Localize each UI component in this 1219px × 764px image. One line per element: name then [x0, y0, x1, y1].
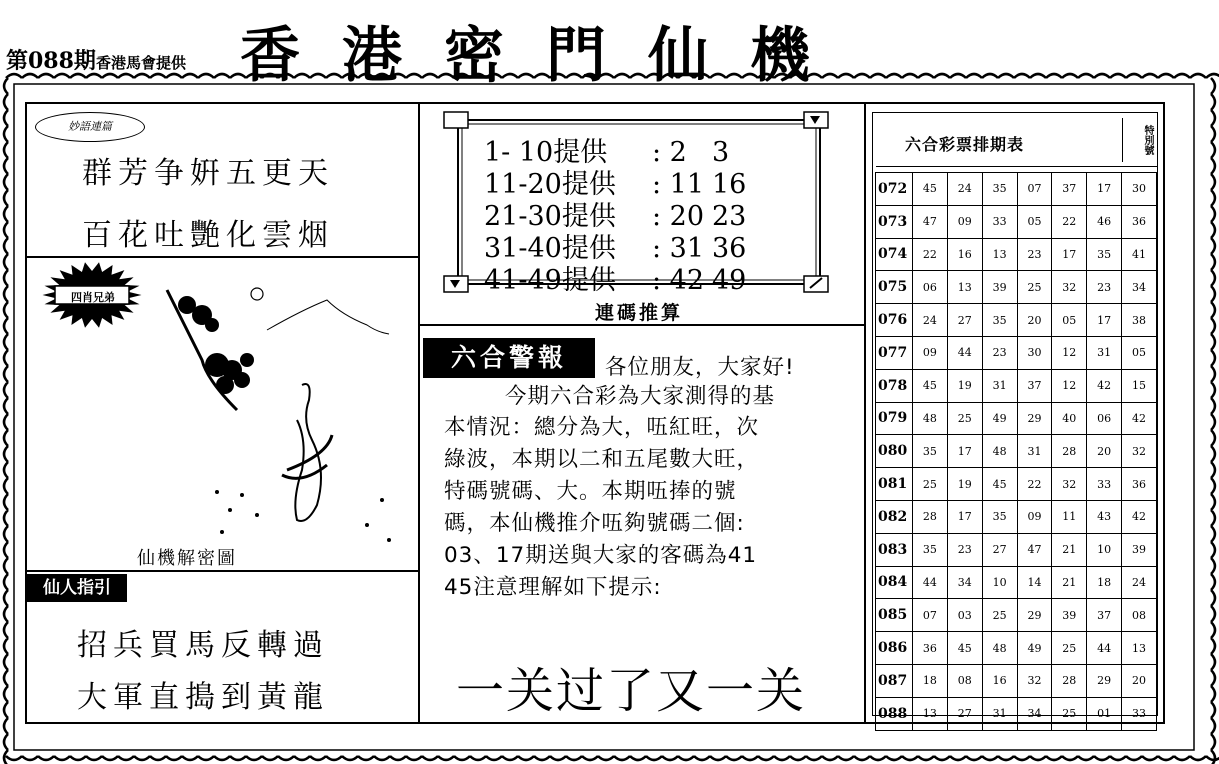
number-cell: 32: [1017, 664, 1052, 697]
image-caption: 仙機解密圖: [137, 548, 237, 569]
table-row: [876, 533, 1157, 566]
number-cell: 48: [913, 402, 948, 435]
left-panel: [25, 102, 420, 724]
number-cell: 17: [947, 435, 982, 468]
warning-line: 今期六合彩為大家測得的基: [505, 384, 776, 409]
number-cell: 36: [1122, 468, 1157, 501]
number-cell: 42: [1122, 500, 1157, 533]
number-value: 23: [712, 201, 747, 232]
number-cell: 36: [913, 632, 948, 665]
issue-cell: 078: [876, 369, 913, 402]
number-value: 36: [712, 233, 747, 264]
issue-cell: 081: [876, 468, 913, 501]
number-cell: 25: [982, 599, 1017, 632]
number-cell: 43: [1087, 500, 1122, 533]
table-row: [876, 500, 1157, 533]
number-cell: 31: [982, 369, 1017, 402]
number-row: [484, 258, 746, 297]
number-cell: 42: [1122, 402, 1157, 435]
number-cell: 35: [982, 500, 1017, 533]
issue-cell: 084: [876, 566, 913, 599]
range-label: 1- 10提供: [484, 137, 608, 168]
range-label: 31-40提供: [484, 233, 616, 264]
number-cell: 25: [913, 468, 948, 501]
issue-cell: 080: [876, 435, 913, 468]
number-group-box: [452, 112, 832, 296]
number-cell: 47: [1017, 533, 1052, 566]
table-row: [876, 435, 1157, 468]
table-row: [876, 336, 1157, 369]
number-cell: 27: [947, 304, 982, 337]
number-cell: 06: [913, 271, 948, 304]
number-cell: 12: [1052, 336, 1087, 369]
number-value: : 31: [652, 233, 705, 264]
warning-line: 03、17期送與大家的客碼為41: [444, 543, 758, 568]
number-cell: 40: [1052, 402, 1087, 435]
guide-label: 仙人指引: [27, 574, 127, 602]
issue-cell: 072: [876, 173, 913, 206]
number-cell: 35: [913, 435, 948, 468]
issue-cell: 075: [876, 271, 913, 304]
number-cell: 18: [1087, 566, 1122, 599]
number-cell: 13: [1122, 632, 1157, 665]
hint-text: 一关过了又一关: [456, 663, 807, 719]
number-cell: 10: [982, 566, 1017, 599]
number-cell: 22: [1052, 205, 1087, 238]
number-cell: 41: [1122, 238, 1157, 271]
number-cell: 20: [1122, 664, 1157, 697]
number-cell: 10: [1087, 533, 1122, 566]
number-cell: 37: [1052, 173, 1087, 206]
number-cell: 28: [913, 500, 948, 533]
number-cell: 23: [1087, 271, 1122, 304]
number-cell: 01: [1087, 697, 1122, 730]
issue-cell: 074: [876, 238, 913, 271]
number-cell: 23: [1017, 238, 1052, 271]
number-cell: 03: [947, 599, 982, 632]
number-cell: 24: [1122, 566, 1157, 599]
number-cell: 24: [947, 173, 982, 206]
number-cell: 21: [1052, 533, 1087, 566]
number-cell: 34: [1122, 271, 1157, 304]
number-cell: 23: [982, 336, 1017, 369]
number-cell: 16: [982, 664, 1017, 697]
number-cell: 49: [982, 402, 1017, 435]
number-cell: 27: [982, 533, 1017, 566]
warning-line: 本情況：總分為大，㕶紅旺，次: [444, 415, 760, 440]
number-cell: 24: [913, 304, 948, 337]
number-cell: 06: [1087, 402, 1122, 435]
number-cell: 17: [1052, 238, 1087, 271]
number-cell: 13: [913, 697, 948, 730]
warning-line: 特碼號碼、大。本期㕶捧的號: [444, 479, 737, 504]
number-cell: 17: [947, 500, 982, 533]
number-cell: 44: [913, 566, 948, 599]
number-cell: 39: [1122, 533, 1157, 566]
table-row: [876, 599, 1157, 632]
number-cell: 07: [1017, 173, 1052, 206]
issue-cell: 082: [876, 500, 913, 533]
number-cell: 35: [982, 304, 1017, 337]
table-row: [876, 304, 1157, 337]
fairy-illustration: [127, 270, 417, 560]
range-label: 11-20提供: [484, 169, 616, 200]
number-cell: 46: [1087, 205, 1122, 238]
number-cell: 33: [1122, 697, 1157, 730]
number-cell: 31: [982, 697, 1017, 730]
number-cell: 44: [947, 336, 982, 369]
warning-line: 各位朋友，大家好!: [605, 355, 795, 380]
number-cell: 38: [1122, 304, 1157, 337]
number-cell: 13: [982, 238, 1017, 271]
number-cell: 11: [1052, 500, 1087, 533]
number-cell: 30: [1122, 173, 1157, 206]
number-cell: 31: [1087, 336, 1122, 369]
number-cell: 07: [913, 599, 948, 632]
provider-label: 香港馬會提供: [95, 54, 186, 72]
number-cell: 25: [1017, 271, 1052, 304]
number-cell: 20: [1087, 435, 1122, 468]
number-cell: 20: [1017, 304, 1052, 337]
number-cell: 12: [1052, 369, 1087, 402]
number-cell: 35: [982, 173, 1017, 206]
number-cell: 18: [913, 664, 948, 697]
table-row: [876, 173, 1157, 206]
number-cell: 44: [1087, 632, 1122, 665]
range-label: 41-49提供: [484, 265, 616, 296]
table-row: [876, 205, 1157, 238]
number-cell: 34: [1017, 697, 1052, 730]
number-cell: 08: [1122, 599, 1157, 632]
number-cell: 36: [1122, 205, 1157, 238]
issue-cell: 073: [876, 205, 913, 238]
warning-line: 綠波，本期以二和五尾數大旺，: [444, 447, 760, 472]
number-cell: 45: [982, 468, 1017, 501]
warning-line: 45注意理解如下提示:: [444, 575, 662, 600]
number-cell: 22: [1017, 468, 1052, 501]
number-cell: 08: [947, 664, 982, 697]
number-cell: 19: [947, 468, 982, 501]
issue-cell: 086: [876, 632, 913, 665]
table-title: 六合彩票排期表: [905, 135, 1025, 154]
warning-line: 碼，本仙機推介㕶夠號碼二個:: [444, 511, 745, 536]
table-row: [876, 632, 1157, 665]
number-cell: 27: [947, 697, 982, 730]
issue-cell: 087: [876, 664, 913, 697]
table-row: [876, 566, 1157, 599]
number-cell: 48: [982, 435, 1017, 468]
number-cell: 32: [1052, 271, 1087, 304]
number-cell: 47: [913, 205, 948, 238]
numbers-caption: 連碼推算: [595, 302, 684, 324]
number-cell: 35: [1087, 238, 1122, 271]
number-cell: 39: [982, 271, 1017, 304]
number-cell: 13: [947, 271, 982, 304]
number-cell: 37: [1087, 599, 1122, 632]
number-cell: 35: [913, 533, 948, 566]
divider: [420, 324, 864, 326]
issue-cell: 083: [876, 533, 913, 566]
table-row: [876, 664, 1157, 697]
warning-label: 六合警報: [423, 338, 595, 378]
number-cell: 29: [1087, 664, 1122, 697]
number-cell: 29: [1017, 402, 1052, 435]
number-cell: 32: [1122, 435, 1157, 468]
number-value: : 11: [652, 169, 705, 200]
number-cell: 45: [913, 369, 948, 402]
number-cell: 19: [947, 369, 982, 402]
issue-label: 第088期: [6, 48, 96, 74]
number-cell: 22: [913, 238, 948, 271]
table-row: [876, 271, 1157, 304]
number-cell: 33: [1087, 468, 1122, 501]
number-cell: 28: [1052, 664, 1087, 697]
range-label: 21-30提供: [484, 201, 616, 232]
number-cell: 39: [1052, 599, 1087, 632]
number-cell: 23: [947, 533, 982, 566]
number-cell: 33: [982, 205, 1017, 238]
badge-label: 四肖兄弟: [71, 291, 115, 304]
table-row: [876, 468, 1157, 501]
number-cell: 45: [913, 173, 948, 206]
number-value: 3: [712, 137, 730, 168]
poem-line: 招兵買馬反轉過: [77, 628, 329, 663]
number-cell: 09: [947, 205, 982, 238]
number-cell: 09: [1017, 500, 1052, 533]
number-cell: 42: [1087, 369, 1122, 402]
table-row: [876, 402, 1157, 435]
table-row: [876, 369, 1157, 402]
table-row: [876, 697, 1157, 730]
page-title: 香港密門仙機: [240, 21, 852, 91]
number-cell: 05: [1122, 336, 1157, 369]
special-number-label: 特別號: [1122, 118, 1157, 162]
table-row: [876, 238, 1157, 271]
number-cell: 45: [947, 632, 982, 665]
number-cell: 30: [1017, 336, 1052, 369]
number-cell: 32: [1052, 468, 1087, 501]
poem-line: 百花吐艷化雲烟: [82, 218, 334, 253]
divider: [27, 570, 418, 572]
number-value: : 20: [652, 201, 705, 232]
number-cell: 37: [1017, 369, 1052, 402]
draw-table: [875, 172, 1157, 731]
number-cell: 25: [1052, 697, 1087, 730]
issue-cell: 079: [876, 402, 913, 435]
issue-cell: 085: [876, 599, 913, 632]
number-cell: 34: [947, 566, 982, 599]
number-cell: 29: [1017, 599, 1052, 632]
number-cell: 17: [1087, 173, 1122, 206]
oval-label: 妙語連篇: [35, 112, 145, 142]
number-cell: 09: [913, 336, 948, 369]
number-cell: 25: [1052, 632, 1087, 665]
number-cell: 15: [1122, 369, 1157, 402]
number-cell: 16: [947, 238, 982, 271]
poem-line: 群芳争姸五更天: [82, 156, 334, 191]
number-cell: 05: [1017, 205, 1052, 238]
number-cell: 17: [1087, 304, 1122, 337]
number-cell: 21: [1052, 566, 1087, 599]
poem-line: 大軍直搗到黃龍: [77, 680, 329, 715]
issue-cell: 077: [876, 336, 913, 369]
number-cell: 28: [1052, 435, 1087, 468]
number-cell: 14: [1017, 566, 1052, 599]
issue-cell: 088: [876, 697, 913, 730]
number-value: 49: [712, 265, 747, 296]
number-cell: 49: [1017, 632, 1052, 665]
number-value: 16: [712, 169, 747, 200]
number-cell: 05: [1052, 304, 1087, 337]
number-cell: 48: [982, 632, 1017, 665]
divider: [27, 256, 418, 258]
number-value: : 2: [652, 137, 687, 168]
issue-cell: 076: [876, 304, 913, 337]
number-value: : 42: [652, 265, 705, 296]
number-cell: 25: [947, 402, 982, 435]
number-cell: 31: [1017, 435, 1052, 468]
